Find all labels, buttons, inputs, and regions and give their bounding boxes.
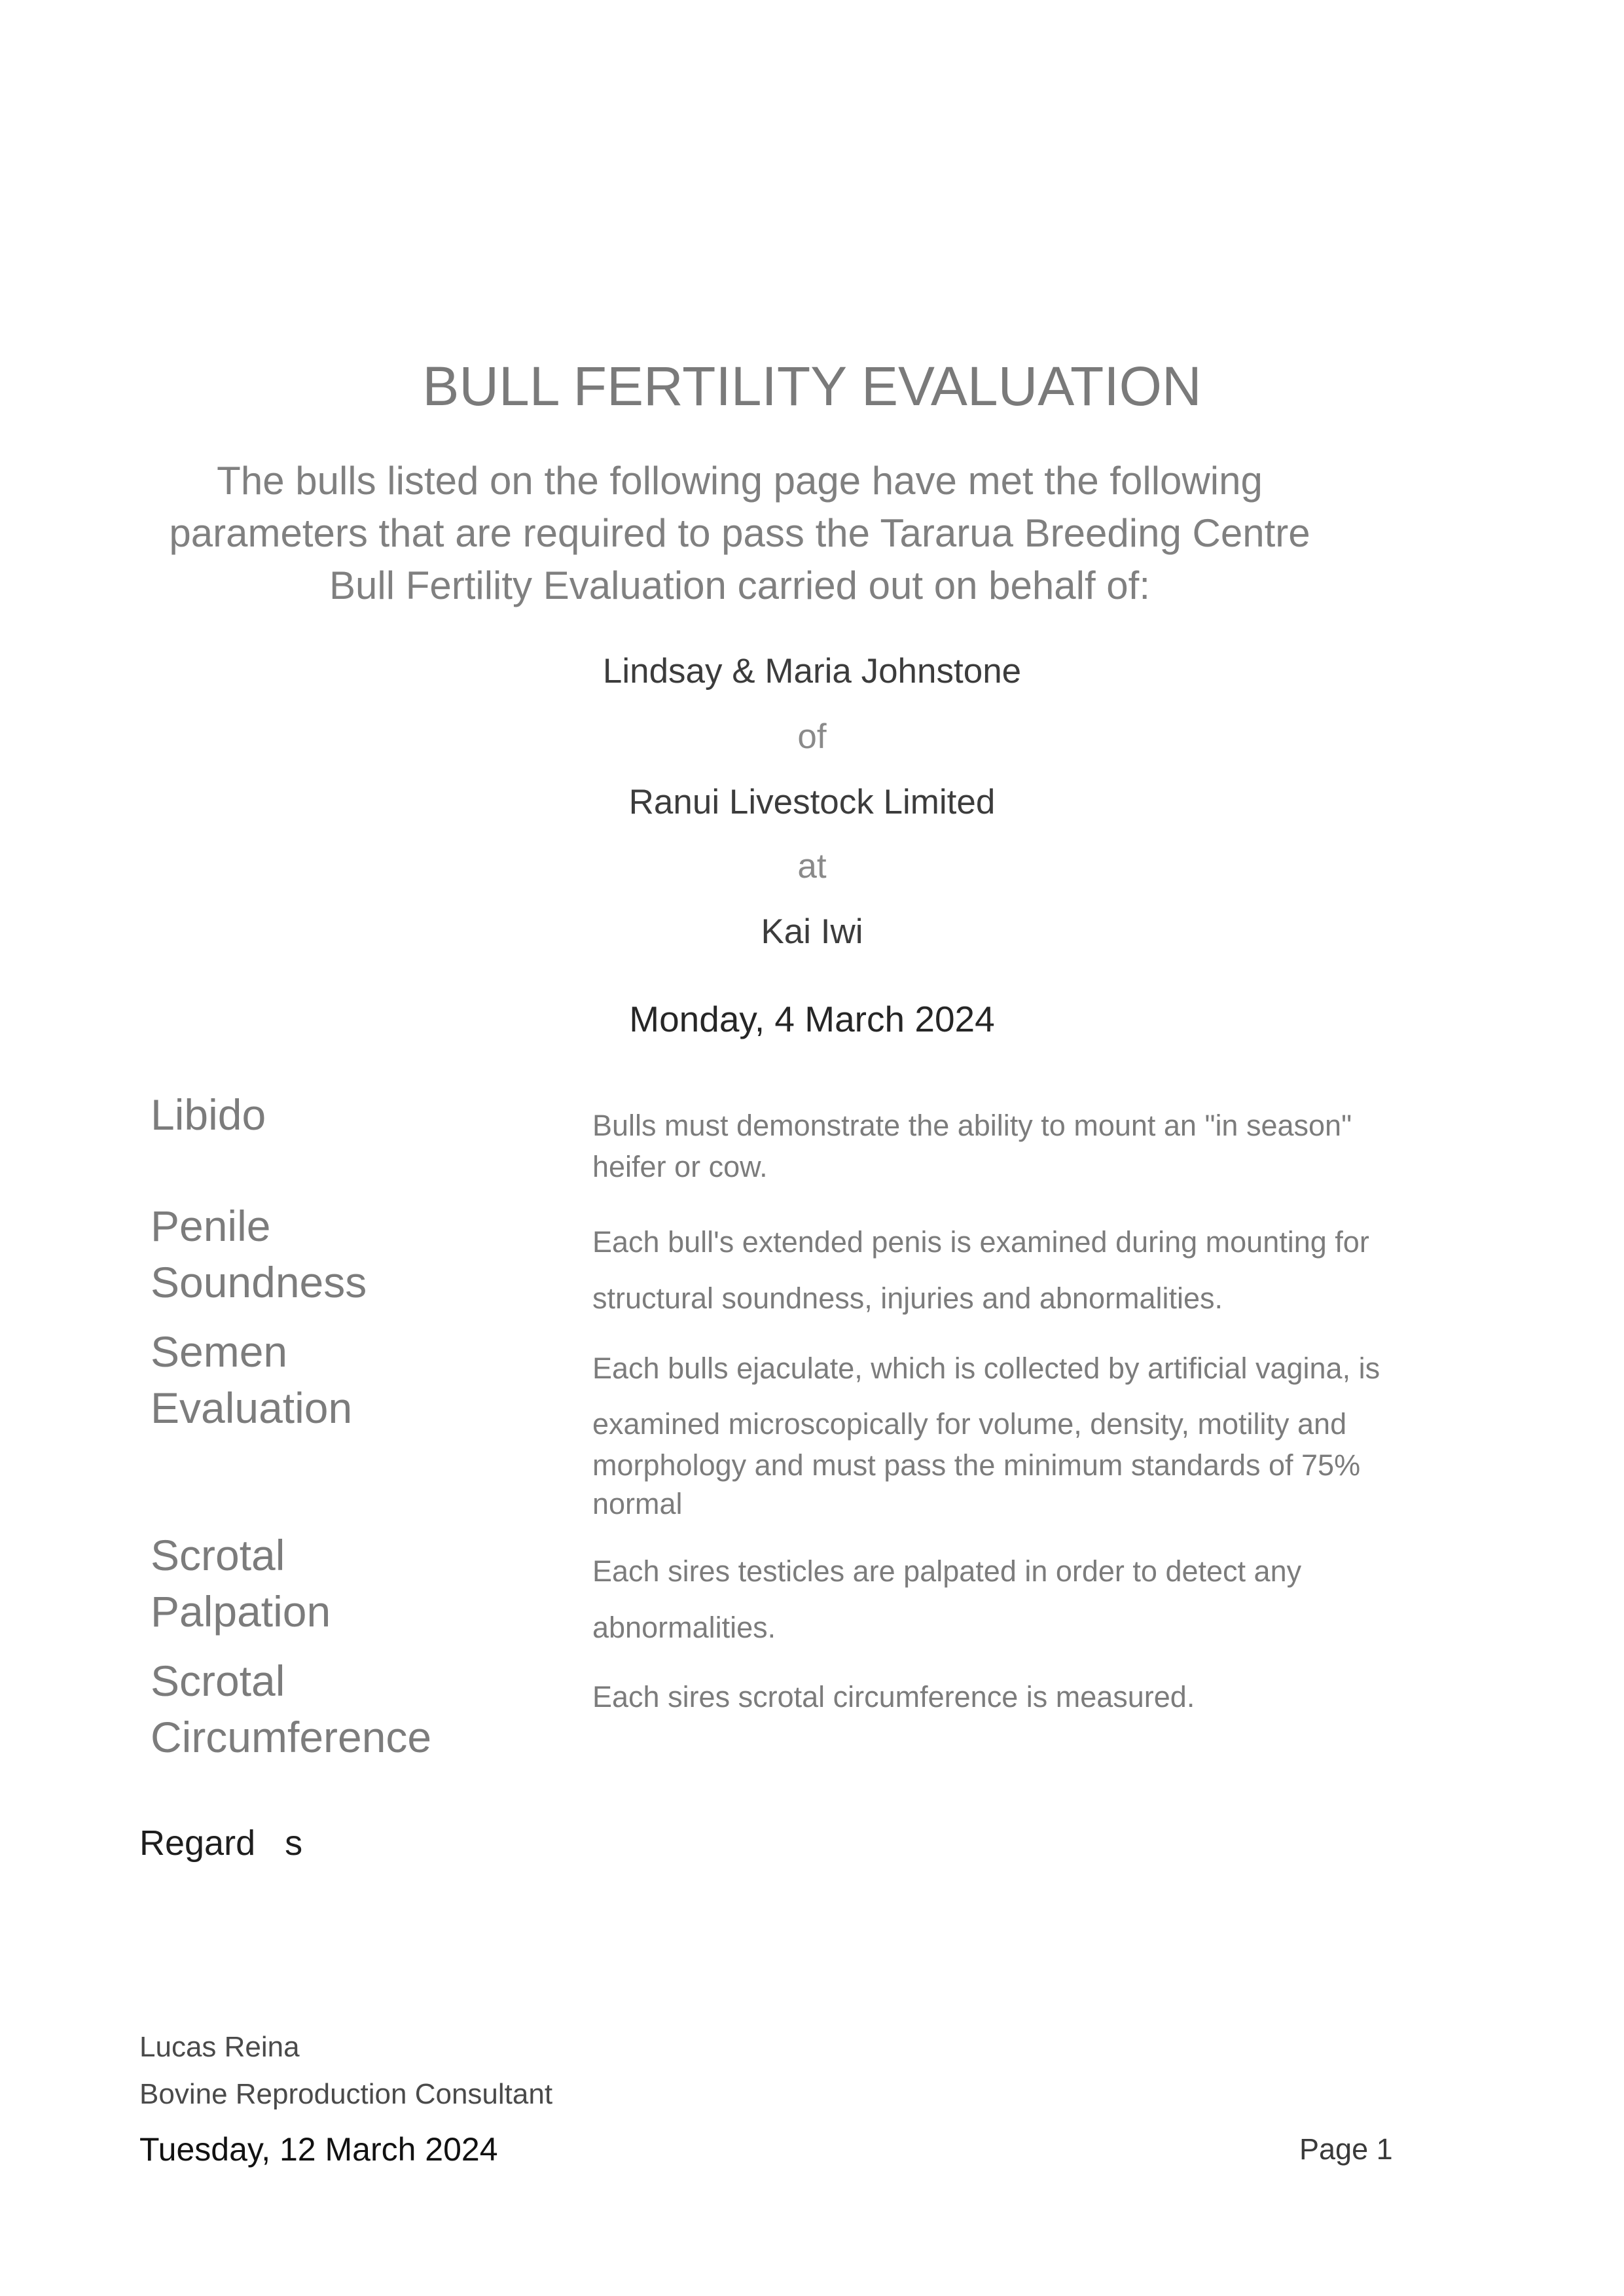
intro-paragraph [118, 455, 1362, 612]
company-name: Ranui Livestock Limited [628, 783, 996, 821]
parameter-desc-libido: Bulls must demonstrate the ability to mount an "in season" heifer or cow. [592, 1109, 1352, 1183]
location-name: Kai Iwi [761, 912, 863, 951]
parameter-name-penile-soundness: Penile Soundness [151, 1202, 367, 1306]
page-number: Page 1 [1299, 2132, 1393, 2166]
parameter-name-semen-evaluation: Semen Evaluation [151, 1327, 353, 1432]
intro-line: The bulls listed on the following page have met the following [217, 459, 1263, 503]
intro-line: Bull Fertility Evaluation carried out on behalf of: [329, 564, 1150, 607]
parameter-name-libido: Libido [151, 1090, 266, 1139]
document-title: BULL FERTILITY EVALUATION [422, 355, 1202, 417]
parameter-name-scrotal-circumference: Scrotal Circumference [151, 1657, 432, 1761]
parameter-desc-semen-evaluation: Each bulls ejaculate, which is collected by artificial vagina, is examined microscopically for volume, density, motility and morphology and must pass the minimum standards of 75% normal [592, 1352, 1380, 1520]
intro-line: parameters that are required to pass the Tararua Breeding Centre [169, 511, 1310, 555]
parameter-desc-scrotal-circumference: Each sires scrotal circumference is measured. [592, 1680, 1195, 1713]
at-label: at [797, 847, 827, 886]
parameter-desc-penile-soundness: Each bull's extended penis is examined during mounting for structural soundness, injuries and abnormalities. [592, 1225, 1369, 1315]
parameter-name-scrotal-palpation: Scrotal Palpation [151, 1531, 331, 1636]
report-date: Tuesday, 12 March 2024 [139, 2131, 498, 2168]
signatory-title: Bovine Reproduction Consultant [139, 2078, 553, 2110]
evaluation-date: Monday, 4 March 2024 [629, 999, 995, 1039]
of-label: of [797, 717, 827, 756]
signatory-name: Lucas Reina [139, 2031, 300, 2063]
regards-text: Regard s [139, 1823, 303, 1863]
parameter-desc-scrotal-palpation: Each sires testicles are palpated in order to detect any abnormalities. [592, 1554, 1302, 1644]
client-name: Lindsay & Maria Johnstone [602, 652, 1022, 691]
